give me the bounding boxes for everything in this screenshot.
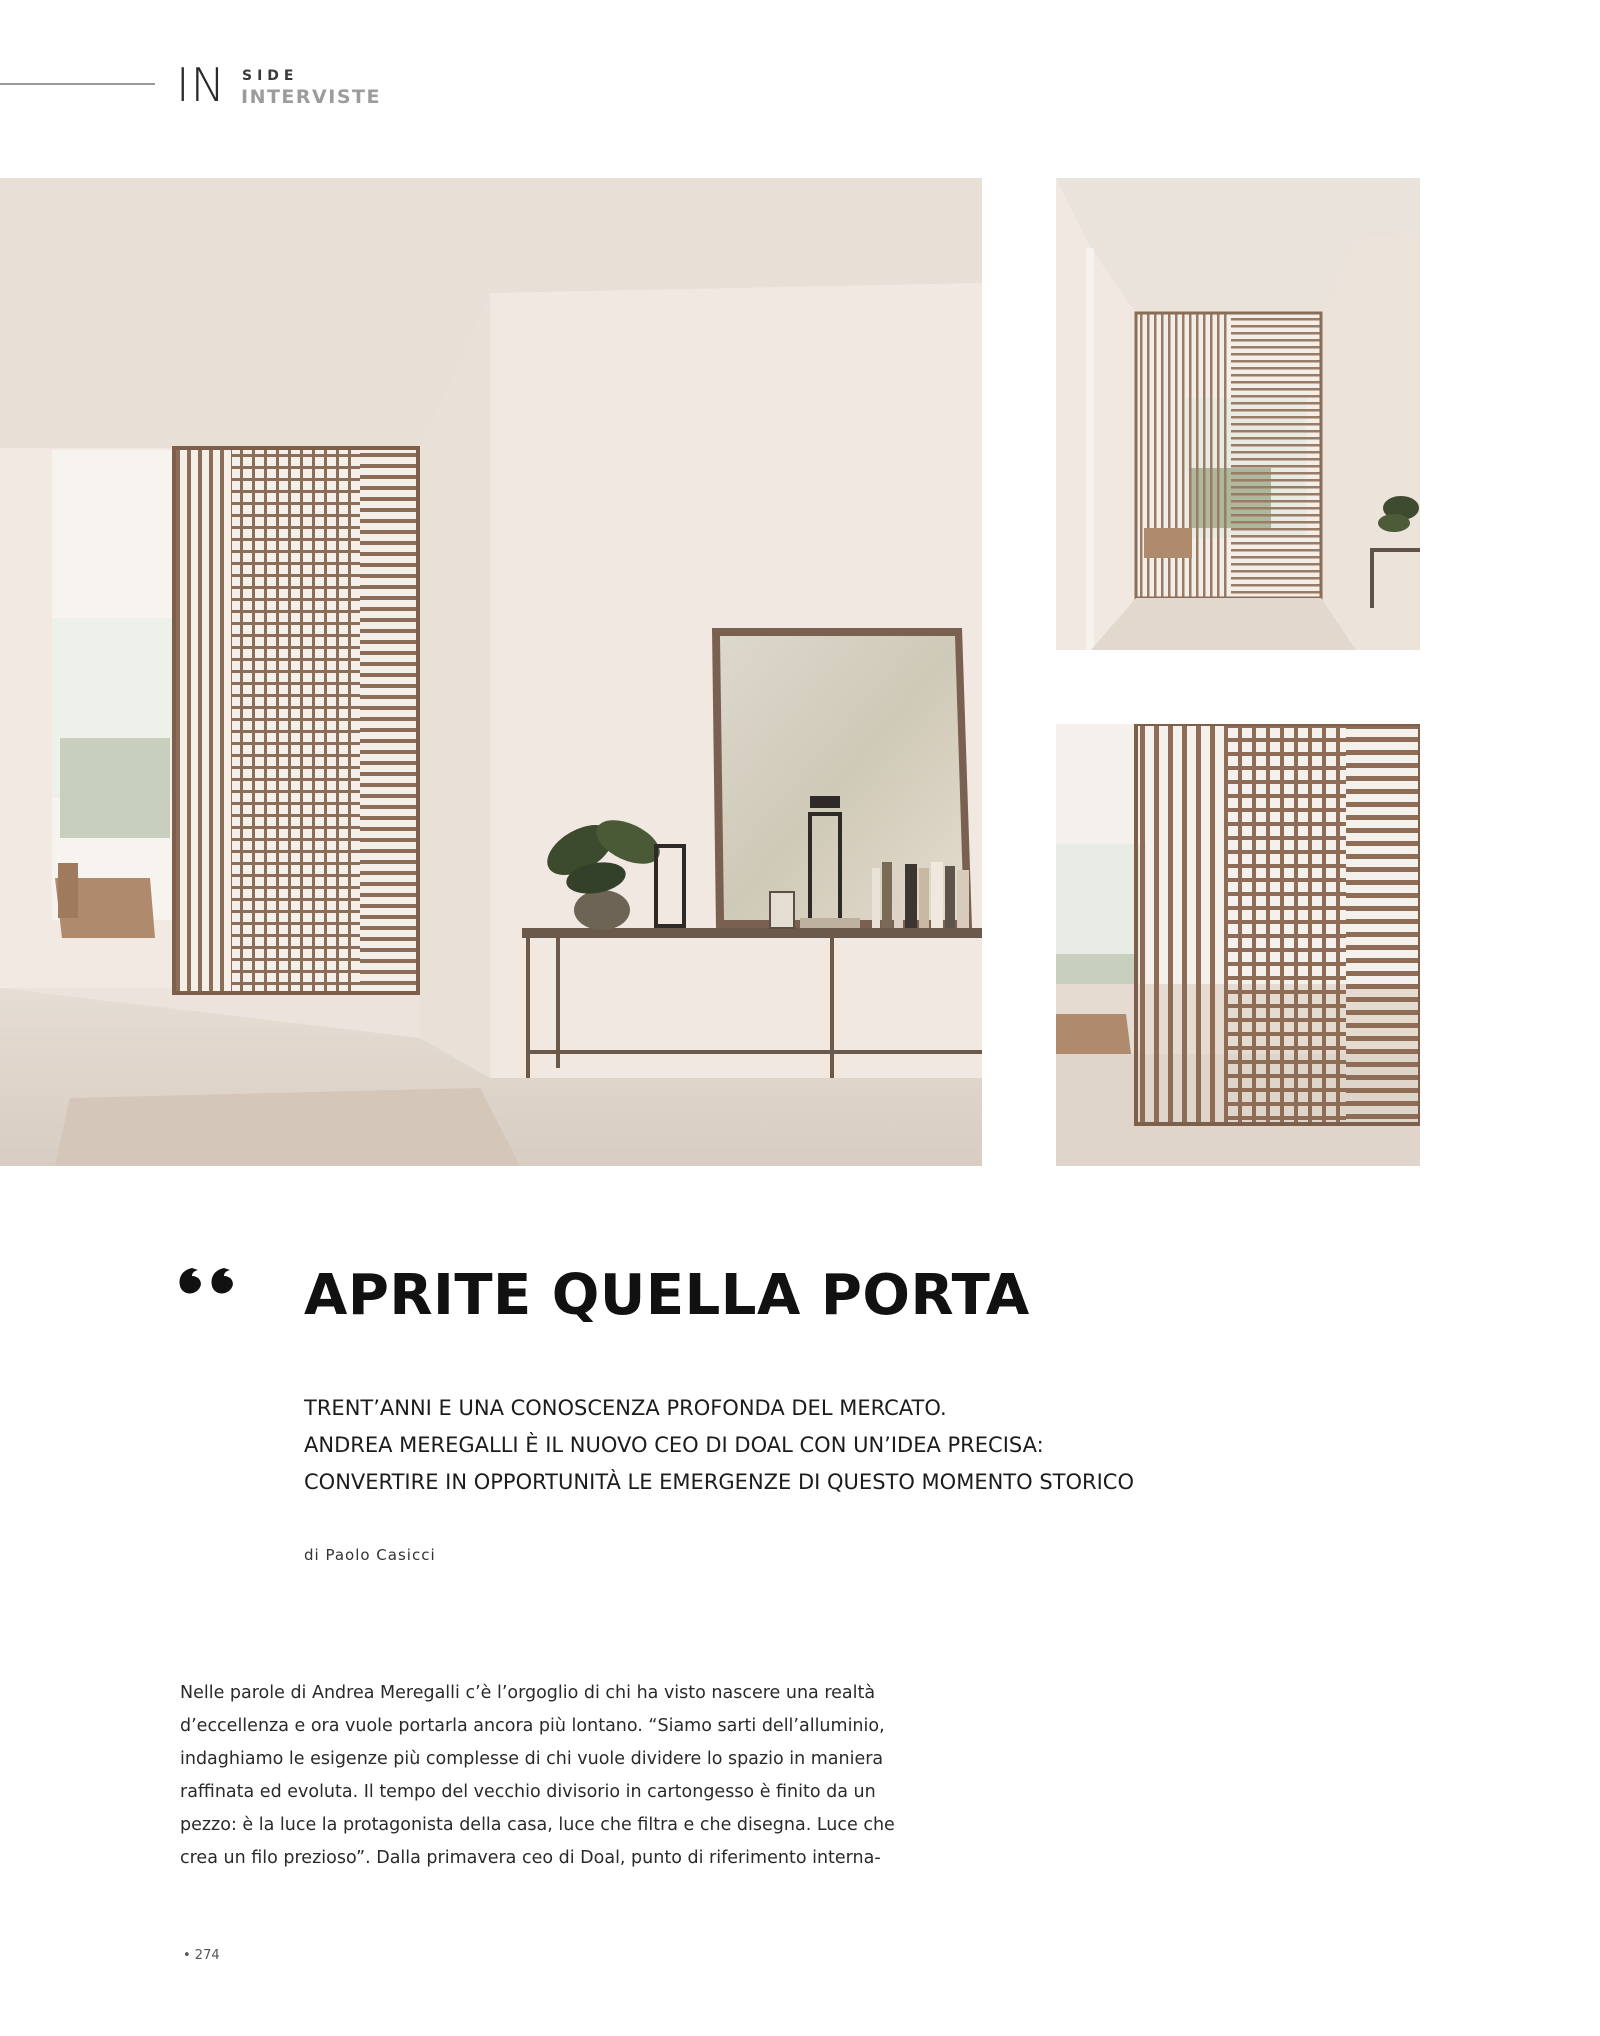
bottom-right-photo — [1056, 724, 1420, 1166]
main-photo-illustration — [0, 178, 982, 1166]
main-photo — [0, 178, 982, 1166]
header-section: INTERVISTE — [241, 86, 381, 108]
header-side: SIDE — [242, 68, 299, 84]
subtitle-line: CONVERTIRE IN OPPORTUNITÀ LE EMERGENZE DI QUESTO MOMENTO STORICO — [304, 1470, 1135, 1494]
bottom-right-photo-illustration — [1056, 724, 1420, 1166]
byline: di Paolo Casicci — [304, 1546, 436, 1564]
header-rule — [0, 83, 155, 85]
subtitle-line: TRENT’ANNI E UNA CONOSCENZA PROFONDA DEL MERCATO. — [304, 1396, 947, 1420]
article-title: APRITE QUELLA PORTA — [304, 1263, 1030, 1328]
body-line: indaghiamo le esigenze più complesse di chi vuole dividere lo spazio in maniera — [180, 1749, 884, 1769]
body-line: Nelle parole di Andrea Meregalli c’è l’orgoglio di chi ha visto nascere una realtà — [180, 1683, 876, 1703]
article-subtitle — [304, 1390, 1284, 1501]
body-line: raffinata ed evoluta. Il tempo del vecchio divisorio in cartongesso è finito da un — [180, 1782, 876, 1802]
body-line: pezzo: è la luce la protagonista della casa, luce che filtra e che disegna. Luce che — [180, 1815, 895, 1835]
body-line: crea un filo prezioso”. Dalla primavera ceo di Doal, punto di riferimento interna- — [180, 1848, 881, 1868]
article-body — [180, 1677, 980, 1875]
quote-mark-icon — [178, 1262, 248, 1302]
body-line: d’eccellenza e ora vuole portarla ancora più lontano. “Siamo sarti dell’alluminio, — [180, 1716, 885, 1736]
page-number: • 274 — [183, 1948, 220, 1963]
top-right-photo — [1056, 178, 1420, 650]
top-right-photo-illustration — [1056, 178, 1420, 650]
subtitle-line: ANDREA MEREGALLI È IL NUOVO CEO DI DOAL CON UN’IDEA PRECISA: — [304, 1433, 1044, 1457]
header-prefix: IN — [176, 58, 226, 112]
